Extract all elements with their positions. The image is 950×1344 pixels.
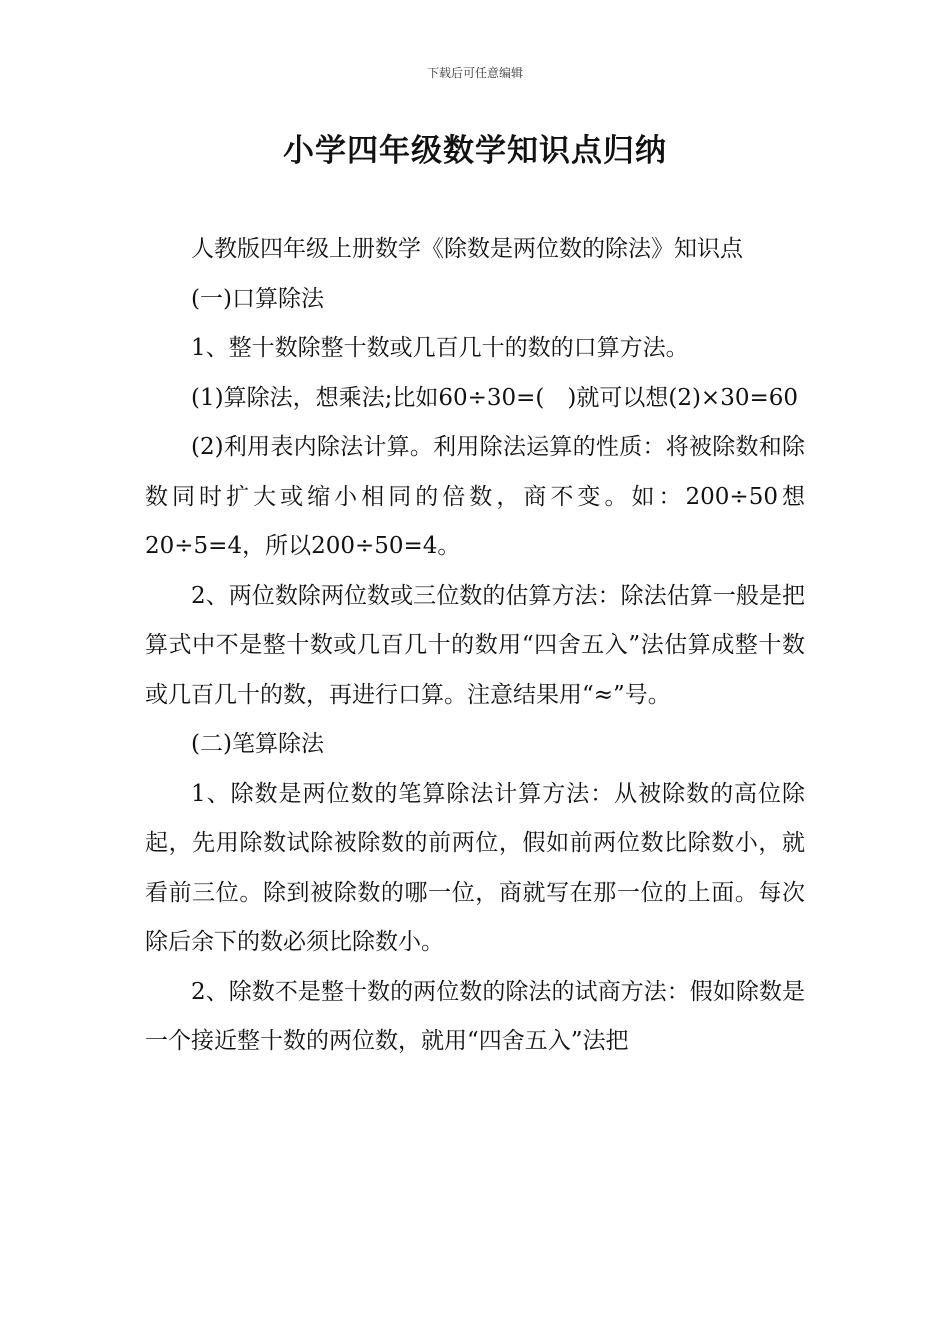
paragraph-written-2: 2、除数不是整十数的两位数的除法的试商方法：假如除数是一个接近整十数的两位数，就用“四舍五入”法把 bbox=[145, 978, 805, 1054]
paragraph-sub-1: (1)算除法，想乘法;比如60÷30=( )就可以想(2)×30=60 bbox=[191, 384, 799, 411]
paragraph-sub-2: (2)利用表内除法计算。利用除法运算的性质：将被除数和除数同时扩大或缩小相同的倍数，商不变。如：200÷50想20÷5=4，所以200÷50=4。 bbox=[145, 434, 805, 559]
document-body bbox=[145, 225, 805, 1067]
header-note: 下载后可任意编辑 bbox=[426, 66, 523, 80]
paragraph-intro: 人教版四年级上册数学《除数是两位数的除法》知识点 bbox=[191, 236, 743, 262]
paragraph-point-1: 1、整十数除整十数或几百几十的数的口算方法。 bbox=[191, 335, 689, 361]
paragraph-point-2: 2、两位数除两位数或三位数的估算方法：除法估算一般是把算式中不是整十数或几百几十的数用“四舍五入”法估算成整十数或几百几十的数，再进行口算。注意结果用“≈”号。 bbox=[145, 582, 805, 708]
paragraph-written-1: 1、除数是两位数的笔算除法计算方法：从被除数的高位除起，先用除数试除被除数的前两位，假如前两位数比除数小，就看前三位。除到被除数的哪一位，商就写在那一位的上面。每次除后余下的数必须比除数小。 bbox=[145, 780, 805, 955]
section-heading-written-division: (二)笔算除法 bbox=[191, 731, 324, 757]
section-heading-oral-division: (一)口算除法 bbox=[191, 285, 324, 312]
document-title: 小学四年级数学知识点归纳 bbox=[283, 133, 667, 169]
